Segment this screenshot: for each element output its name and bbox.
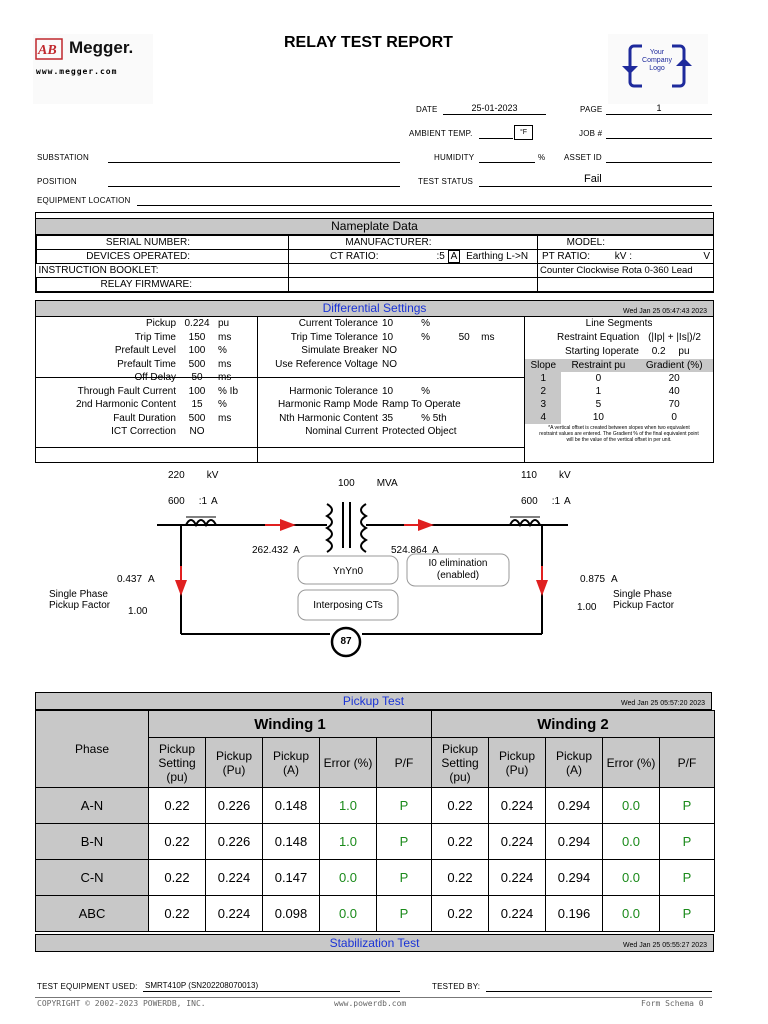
error-cell: 1.0 [320,788,377,824]
setting-value[interactable]: 500 [188,358,206,370]
hv-current: 262.432 A [252,545,300,556]
asset-id-label: ASSET ID [564,153,602,162]
differential-setting-row [36,344,257,358]
pass-fail-cell: P [377,788,432,824]
differential-setting-row [36,385,257,399]
pickup-row [36,788,715,824]
test-equipment-field[interactable] [143,980,400,992]
setting-unit: % [421,331,431,343]
setting-value[interactable]: 50 [191,372,203,384]
differential-setting-row [258,331,524,345]
setting-label: Current Tolerance [298,318,378,330]
pickup-pu-cell: 0.224 [489,788,546,824]
setting-value-2[interactable] [449,317,479,331]
setting-label: Off Delay [134,372,176,384]
job-label: JOB # [579,129,603,138]
nameplate-title: Nameplate Data [36,219,713,235]
setting-value[interactable]: NO [382,345,397,357]
pickup-a-cell: 0.098 [263,896,320,932]
setting-label: Nominal Current [305,426,378,438]
slope-restraint[interactable]: 1 [561,385,635,398]
asset-id-field[interactable] [606,151,712,163]
pass-fail-cell: P [660,860,715,896]
setting-value[interactable]: 150 [188,331,206,343]
setting-label: Nth Harmonic Content [279,412,378,424]
i0-elimination-label[interactable]: I0 elimination (enabled) [428,558,488,581]
slope-gradient[interactable]: 0 [635,411,713,424]
page-title: RELAY TEST REPORT [284,34,453,51]
test-status-field[interactable] [479,173,712,187]
pickup-a-cell: 0.196 [546,896,603,932]
interposing-cts-label[interactable]: Interposing CTs [313,600,383,611]
left-pickup-factor-label: Single Phase Pickup Factor [49,589,111,611]
pickup-pu-cell: 0.226 [206,788,263,824]
setting-label: Use Reference Voltage [275,358,378,370]
setting-value[interactable]: 100 [188,385,206,397]
pickup-test-timestamp: Wed Jan 25 05:57:20 2023 [621,700,705,707]
copyright: COPYRIGHT © 2002-2023 POWERDB, INC. [37,999,206,1008]
pickup-a-cell: 0.148 [263,824,320,860]
differential-setting-row [36,412,257,426]
starting-ioperate-label: Starting Ioperate [565,346,639,357]
left-pickup-factor: 1.00 [128,606,148,617]
date-field[interactable]: 25-01-2023 [443,103,546,115]
company-logo [608,34,708,104]
pickup-pu-cell: 0.226 [206,824,263,860]
setting-value[interactable]: 10 [382,318,394,330]
pickup-a-cell: 0.148 [263,788,320,824]
test-equipment-label: TEST EQUIPMENT USED: [37,982,138,991]
pickup-pu-cell: 0.224 [206,860,263,896]
pickup-pu-cell: 0.224 [489,860,546,896]
setting-value[interactable]: NO [382,358,397,370]
error-cell: 0.0 [320,860,377,896]
setting-value-2[interactable]: 50 [458,331,470,343]
setting-label: Prefault Level [114,345,176,357]
test-equipment-value: SMRT410P (SN202208070013) [145,981,259,990]
slope-number: 3 [525,398,561,411]
error-cell: 1.0 [320,824,377,860]
differential-setting-row [258,358,524,372]
differential-setting-row [258,344,524,358]
slope-number: 1 [525,372,561,385]
model-label: MODEL: [538,236,714,250]
page-field[interactable]: 1 [606,103,712,115]
pickup-column-header: Error (%) [320,738,377,788]
ambient-temp-label: AMBIENT TEMP. [409,129,473,138]
pt-ratio-v: V [703,251,710,262]
setting-value-2[interactable] [449,385,479,399]
setting-value[interactable]: 35 [382,412,394,424]
megger-emblem-icon [35,38,63,60]
pickup-a-cell: 0.294 [546,788,603,824]
pickup-column-header: P/F [660,738,715,788]
pickup-test-section [35,692,712,932]
error-cell: 0.0 [603,788,660,824]
setting-value[interactable]: 10 [382,331,394,343]
differential-setting-row [36,317,257,331]
error-cell: 0.0 [603,824,660,860]
restraint-equation-value: (|Ip| + |Is|)/2 [648,332,701,343]
test-status-value: Fail [584,173,602,185]
setting-cell: 0.22 [432,788,489,824]
ct-ratio-label: CT RATIO: [289,250,434,264]
setting-label: Fault Duration [113,412,176,424]
setting-label: Harmonic Ramp Mode [277,399,378,411]
differential-setting-row [258,385,524,399]
restraint-equation-label: Restraint Equation [557,332,640,343]
differential-setting-row [36,425,257,439]
substation-label: SUBSTATION [37,153,89,162]
slope-gradient[interactable]: 20 [635,372,713,385]
humidity-field[interactable] [479,151,535,163]
stabilization-section [35,934,714,952]
setting-label: ICT Correction [111,426,176,438]
phase-cell: ABC [36,896,149,932]
pt-ratio-kv: kV : [614,251,632,262]
setting-value[interactable]: Protected Object [382,426,457,438]
rotation-value: Counter Clockwise Rota 0-360 Lead [538,264,714,278]
job-field[interactable] [606,127,712,139]
setting-unit: ms [218,331,232,343]
pickup-column-header: Pickup (A) [546,738,603,788]
slope-gradient[interactable]: 40 [635,385,713,398]
date-label: DATE [416,105,438,114]
tested-by-label: TESTED BY: [432,982,481,991]
setting-unit: ms [218,358,232,370]
setting-unit: ms [218,372,232,384]
substation-field[interactable] [108,151,400,163]
hv-ct-ratio: 600 :1 A [168,496,218,507]
setting-unit: % [421,385,431,397]
transformer-mva: 100 MVA [338,478,398,489]
hv-kv: 220 kV [168,470,219,481]
setting-unit: % [218,399,227,411]
pass-fail-cell: P [660,896,715,932]
setting-value[interactable]: NO [189,426,205,438]
pickup-row [36,860,715,896]
tested-by-field[interactable] [486,980,712,992]
company-logo-line2: Company [642,57,672,64]
setting-value[interactable]: 10 [382,385,394,397]
right-pickup-factor-label: Single Phase Pickup Factor [613,589,675,611]
ambient-temp-unit: °F [514,125,533,140]
differential-setting-row [36,331,257,345]
setting-label: Through Fault Current [77,385,176,397]
winding2-header: Winding 2 [432,711,715,738]
differential-setting-row [36,398,257,412]
phase-cell: C-N [36,860,149,896]
setting-label: Simulate Breaker [301,345,378,357]
setting-value-2[interactable] [449,412,479,426]
serial-number-label: SERIAL NUMBER: [37,236,289,250]
ct-ratio-value: :5 [436,251,445,262]
setting-value[interactable]: 500 [188,412,206,424]
nameplate-section [35,212,714,293]
lv-current: 524.864 A [391,545,439,556]
pass-fail-cell: P [660,788,715,824]
pickup-test-table [35,710,715,932]
pickup-row [36,824,715,860]
starting-ioperate-value: 0.2 [651,346,666,357]
setting-unit-2 [479,317,524,331]
slope-number: 4 [525,411,561,424]
slope-number: 2 [525,385,561,398]
error-cell: 0.0 [603,860,660,896]
setting-unit-2 [479,412,524,426]
relay-87-icon: 87 [340,636,352,647]
slope-restraint[interactable]: 10 [561,411,635,424]
setting-unit: % Ib [218,385,239,397]
setting-unit: pu [218,318,230,330]
page-label: PAGE [580,105,603,114]
pickup-column-header: Pickup (Pu) [206,738,263,788]
devices-operated-label: DEVICES OPERATED: [37,250,289,264]
setting-unit-2 [479,385,524,399]
pickup-a-cell: 0.294 [546,824,603,860]
slope-row [525,398,713,411]
phase-cell: B-N [36,824,149,860]
slope-row [525,411,713,424]
ambient-temp-field[interactable] [479,127,513,139]
pickup-column-header: Pickup (Pu) [489,738,546,788]
stabilization-title: Stabilization Test [329,936,420,950]
setting-unit [216,425,257,439]
right-pickup-factor: 1.00 [577,602,597,613]
setting-cell: 0.22 [149,824,206,860]
gradient-header: Gradient (%) [645,360,703,371]
company-logo-line1: Your [649,49,665,56]
nameplate-table [36,235,714,292]
error-cell: 0.0 [320,896,377,932]
position-field[interactable] [108,175,400,187]
differential-setting-row [258,317,524,331]
pickup-pu-cell: 0.224 [489,824,546,860]
pickup-column-header: Pickup Setting (pu) [432,738,489,788]
equipment-location-field[interactable] [137,194,712,206]
slope-restraint[interactable]: 5 [561,398,635,411]
manufacturer-label: MANUFACTURER: [289,236,434,250]
setting-label: Harmonic Tolerance [289,385,378,397]
setting-unit: ms [218,412,232,424]
relay-firmware-label: RELAY FIRMWARE: [37,278,289,292]
setting-value[interactable]: 100 [188,345,206,357]
left-pickup-current: 0.437 A [117,574,155,585]
vector-group-label[interactable]: YnYn0 [332,566,364,577]
pass-fail-cell: P [660,824,715,860]
setting-unit: % [218,345,227,357]
slope-header: Slope [530,360,557,371]
setting-unit-2: ms [481,331,495,343]
setting-value[interactable]: Ramp To Operate [382,399,461,411]
pt-ratio-label: PT RATIO: [542,251,590,262]
setting-label: Trip Time Tolerance [290,331,378,343]
setting-cell: 0.22 [432,860,489,896]
pickup-a-cell: 0.294 [546,860,603,896]
earthing-label: Earthing L->N [466,251,529,262]
phase-header: Phase [36,711,149,788]
instruction-booklet-label: INSTRUCTION BOOKLET: [37,264,289,278]
transformer-diagram [0,462,768,658]
pickup-column-header: Error (%) [603,738,660,788]
pickup-pu-cell: 0.224 [206,896,263,932]
slope-restraint[interactable]: 0 [561,372,635,385]
differential-title: Differential Settings [322,301,427,315]
ct-ratio-unit: A [448,250,461,263]
svg-text:AB: AB [38,43,57,58]
position-label: POSITION [37,177,77,186]
setting-cell: 0.22 [149,896,206,932]
right-pickup-current: 0.875 A [580,574,618,585]
pass-fail-cell: P [377,824,432,860]
slope-note: *A vertical offset is created between slopes when two equivalent restraint values are entered. The Gradient % of the final equivalent point will be the value of the vertical offset in per unit. [539,425,699,443]
setting-label: Pickup [145,318,176,330]
error-cell: 0.0 [603,896,660,932]
pickup-column-header: P/F [377,738,432,788]
setting-label: 2nd Harmonic Content [75,399,176,411]
pass-fail-cell: P [377,896,432,932]
humidity-label: HUMIDITY [434,153,475,162]
differential-setting-row [36,358,257,372]
stabilization-timestamp: Wed Jan 25 05:55:27 2023 [623,942,707,949]
pickup-pu-cell: 0.224 [489,896,546,932]
pickup-test-title: Pickup Test [342,694,405,708]
slope-row [525,385,713,398]
powerdb-link[interactable]: www.powerdb.com [334,999,407,1008]
form-schema: Form Schema 0 [641,999,704,1008]
setting-label: Prefault Time [117,358,176,370]
slope-table [525,359,713,424]
setting-unit: % 5th [421,412,447,424]
slope-row [525,372,713,385]
setting-cell: 0.22 [149,788,206,824]
setting-cell: 0.22 [432,824,489,860]
humidity-unit: % [538,153,546,162]
starting-ioperate-unit: pu [678,346,690,357]
lv-ct-ratio: 600 :1 A [521,496,571,507]
restraint-header: Restraint pu [571,360,626,371]
pickup-row [36,896,715,932]
megger-logo [33,34,153,104]
differential-setting-row [258,425,524,439]
test-status-label: TEST STATUS [418,177,474,186]
company-logo-line3: Logo [649,65,665,72]
setting-unit: % [421,318,431,330]
equipment-location-label: EQUIPMENT LOCATION [37,196,131,205]
differential-setting-row [258,398,524,412]
brand-website: www.megger.com [36,67,118,76]
pickup-column-header: Pickup Setting (pu) [149,738,206,788]
setting-value[interactable]: 15 [191,399,203,411]
pass-fail-cell: P [377,860,432,896]
winding1-header: Winding 1 [149,711,432,738]
line-segments-label: Line Segments [585,318,653,329]
setting-cell: 0.22 [149,860,206,896]
setting-cell: 0.22 [432,896,489,932]
brand-name: Megger. [69,38,134,57]
slope-gradient[interactable]: 70 [635,398,713,411]
phase-cell: A-N [36,788,149,824]
setting-value[interactable]: 0.224 [184,318,210,330]
pickup-column-header: Pickup (A) [263,738,320,788]
differential-section [35,300,714,463]
lv-kv: 110 kV [521,470,571,481]
pickup-a-cell: 0.147 [263,860,320,896]
differential-timestamp: Wed Jan 25 05:47:43 2023 [623,308,707,315]
setting-label: Trip Time [134,331,176,343]
differential-setting-row [258,412,524,426]
